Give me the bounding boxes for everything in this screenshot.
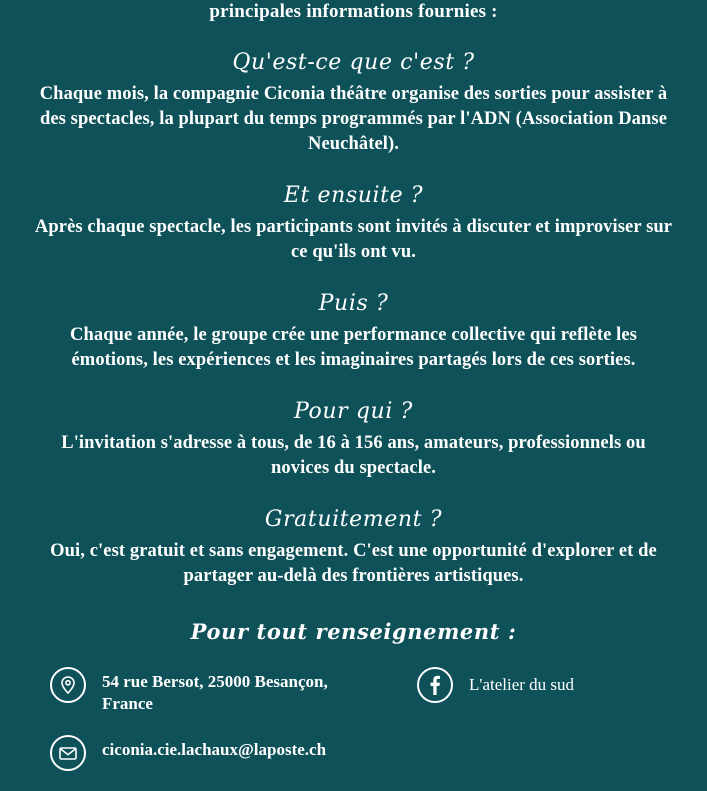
address-line-2: France <box>102 694 153 713</box>
address-line-1: 54 rue Bersot, 25000 Besançon, <box>102 672 328 691</box>
contact-facebook[interactable] <box>417 667 685 703</box>
facebook-icon[interactable] <box>417 667 453 703</box>
contact-grid <box>22 667 685 791</box>
contact-column-left <box>22 667 417 791</box>
section-next <box>22 183 685 265</box>
section-body: L'invitation s'adresse à tous, de 16 à 156 ans, amateurs, professionnels ou novices du spectacle. <box>61 433 646 478</box>
email-text[interactable]: ciconia.cie.lachaux@laposte.ch <box>102 740 327 759</box>
contact-heading: Pour tout renseignement : <box>190 619 517 644</box>
section-body: Oui, c'est gratuit et sans engagement. C'est une opportunité d'explorer et de partager au-delà des frontières artistiques. <box>50 541 657 586</box>
section-then <box>22 291 685 373</box>
address-text <box>102 667 328 715</box>
section-what <box>22 50 685 157</box>
section-heading: Qu'est-ce que c'est ? <box>232 50 475 75</box>
section-body: Après chaque spectacle, les participants sont invités à discuter et improviser sur ce qu'ils ont vu. <box>34 217 673 262</box>
section-body: Chaque mois, la compagnie Ciconia théâtre organise des sorties pour assister à des spectacles, la plupart du temps programmés par l'ADN (Association Danse Neuchâtel). <box>39 84 668 154</box>
section-body: Chaque année, le groupe crée une performance collective qui reflète les émotions, les expériences et les imaginaires partagés lors de ces sorties. <box>70 325 637 370</box>
section-free <box>22 507 685 589</box>
facebook-label[interactable]: L'atelier du sud <box>469 675 575 694</box>
section-heading: Gratuitement ? <box>264 507 443 532</box>
section-heading: Et ensuite ? <box>283 183 424 208</box>
intro-line: principales informations fournies : <box>209 1 498 22</box>
contact-address <box>50 667 417 715</box>
section-heading: Pour qui ? <box>294 399 413 424</box>
contact-column-right <box>417 667 685 723</box>
section-for-whom <box>22 399 685 481</box>
location-pin-icon <box>50 667 86 703</box>
section-heading: Puis ? <box>318 291 389 316</box>
